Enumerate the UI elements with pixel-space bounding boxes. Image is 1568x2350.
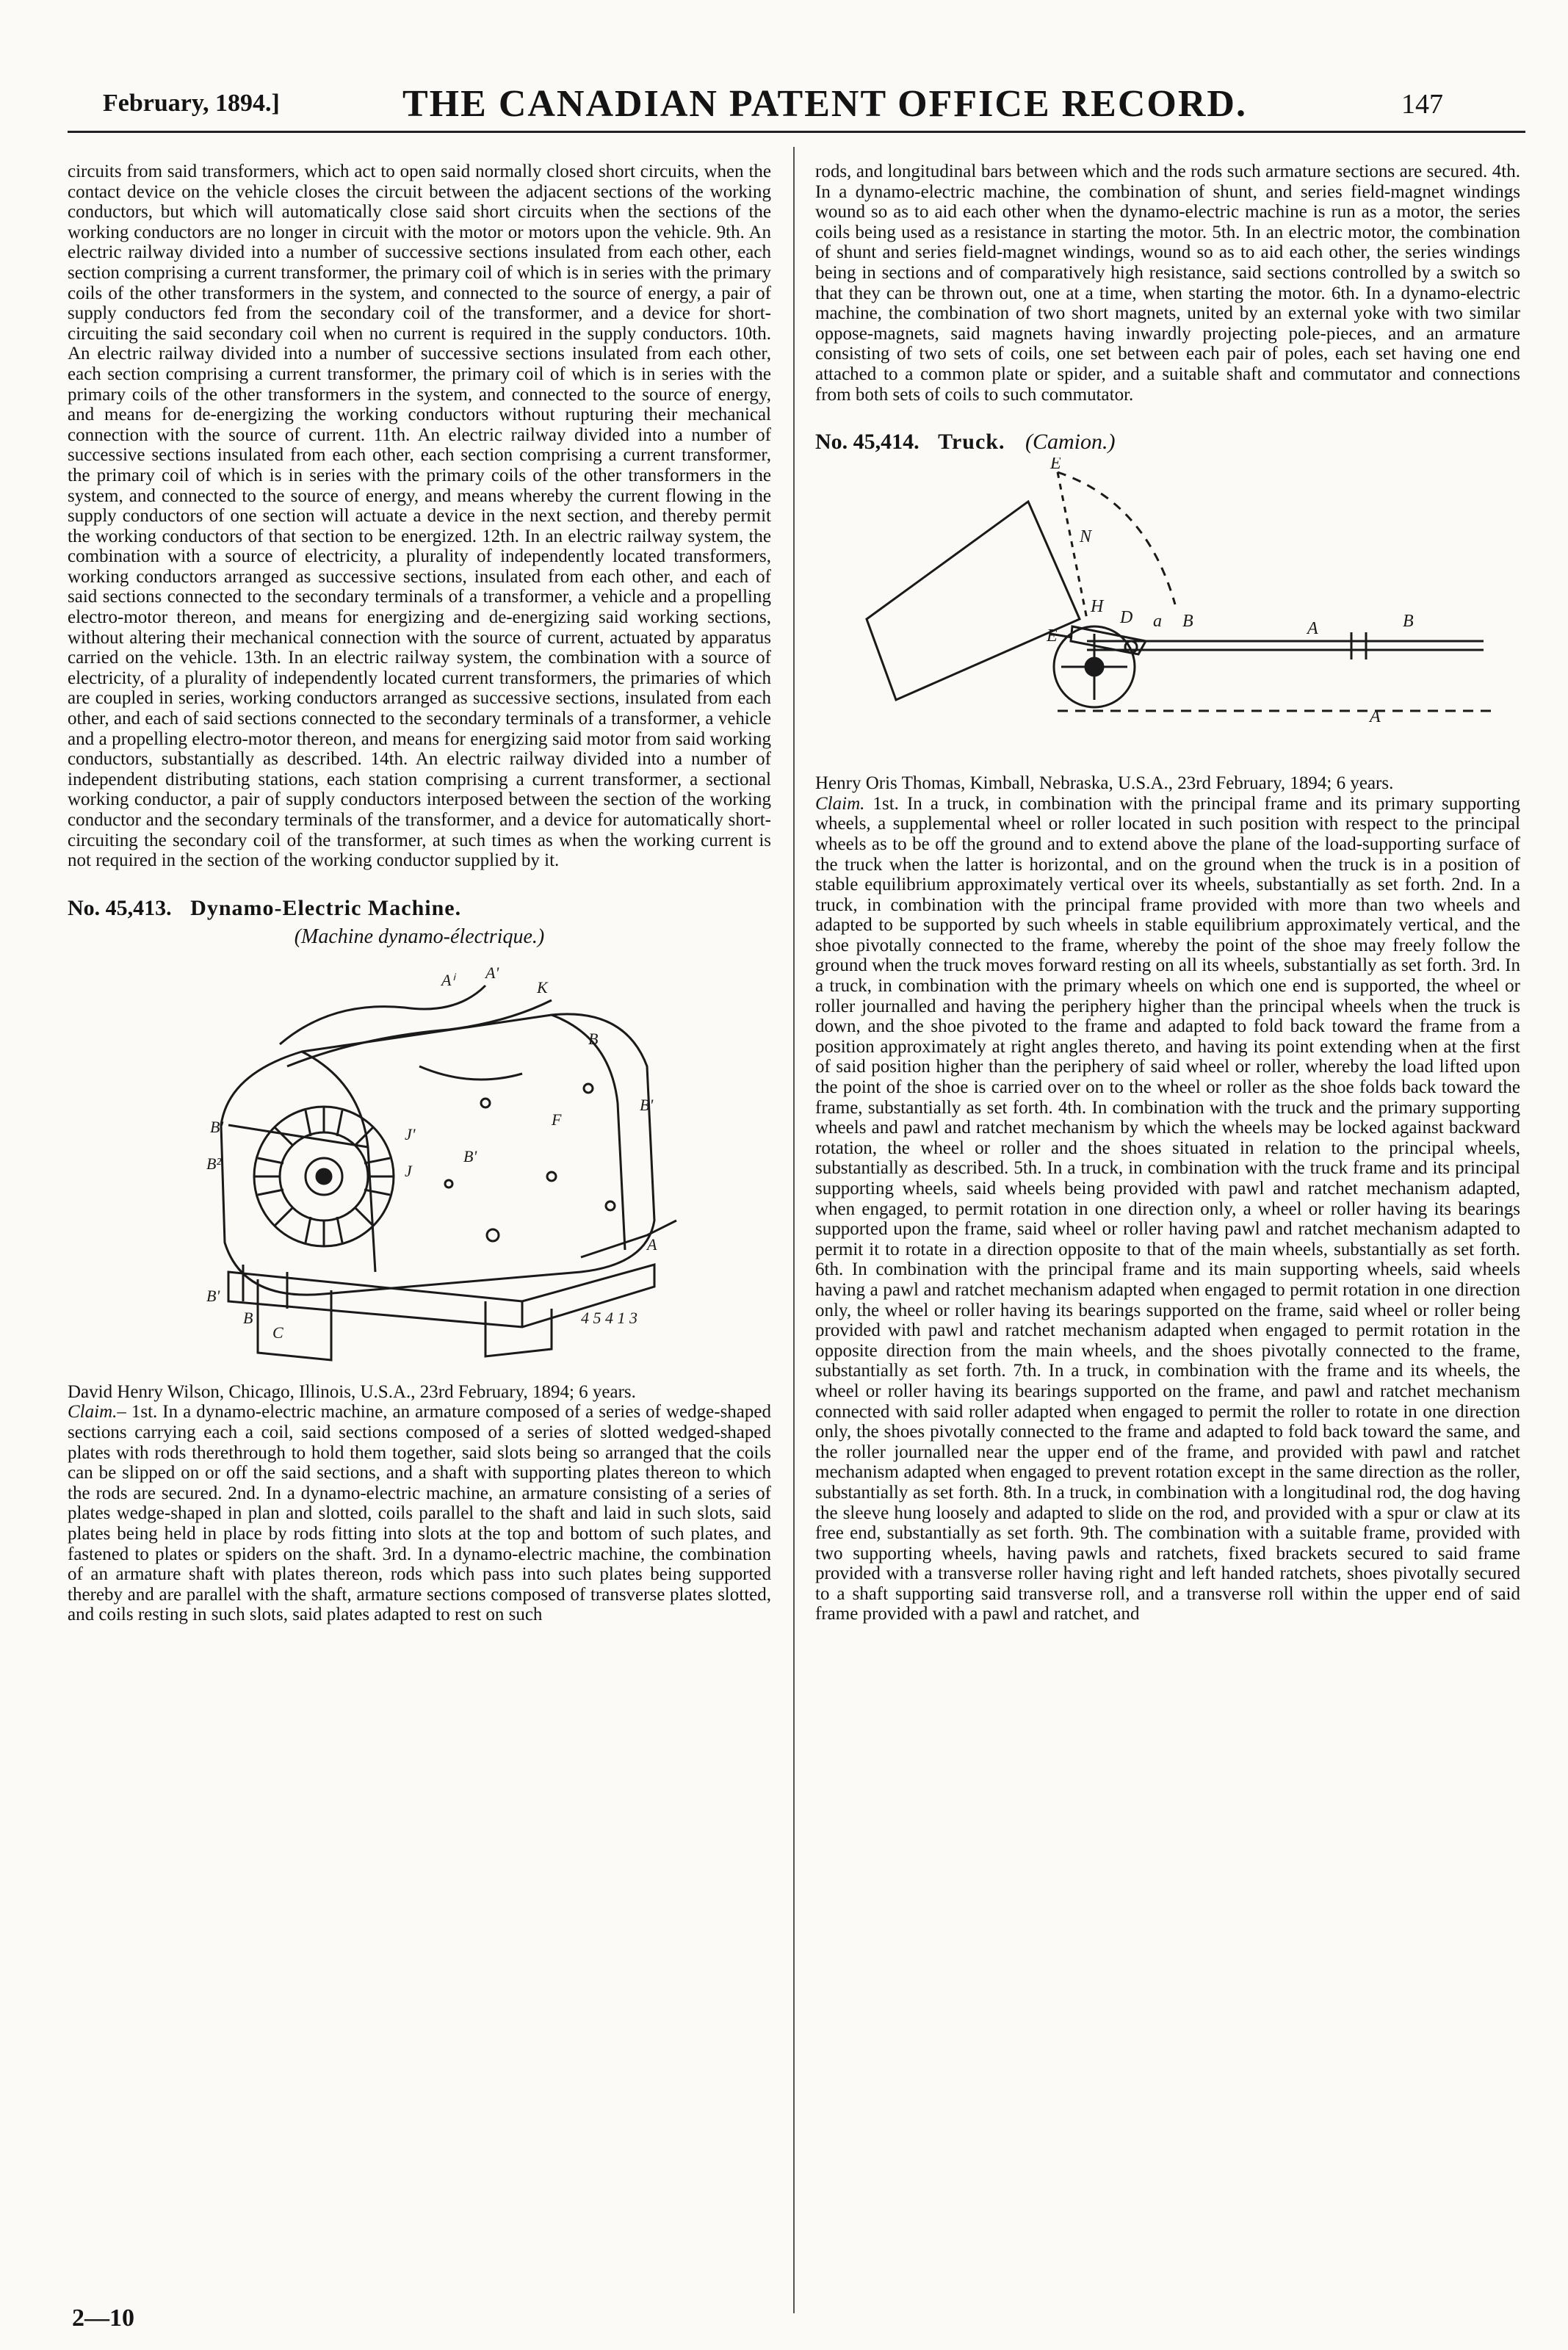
continued-claims-text: circuits from said transformers, which act to open said normally closed short circuits, when the contact device on the vehicle closes the circuit between the adjacent sections of the working conductors, but which will automatically close said short circuits when the sections of the working conductors are no longer in circuit with the motor or motors upon the vehicle. 9th. An electric railway divided into a number of successive sections insulated from each other, each section comprising a current transformer, the primary coil of which is in series with the primary coils of the other transformers in the system, and connected to the source of energy, a pair of supply conductors fed from the secondary coil of the transformer, and a device for short-circuiting the said secondary coil when no current is required in the supply conductors. 10th. An electric railway divided into a number of successive sections insulated from each other, each section comprising a current transformer, the primary coil of which is in series with the primary coils of the other transformers in the system, and connected to the source of energy, and means for de-energizing the working conductors without rupturing their mechanical connection with the source of current. 11th. An electric railway divided into a number of successive sections insulated from each other, each section comprising a current transformer, the primary coil of which is in series with the primary coils of the other transformers in the system, and connected to the source of energy, and means whereby the current flowing in the supply conductors of one section will actuate a device in the next section, and thereby permit the working conductors of that section to be energized. 12th. In an electric railway system, the combination with a source of electricity, a plurality of independently located transformers, working conductors arranged as successive sections, insulated from each other, and each of said sections connected to the secondary terminals of a transformer, a vehicle and a propelling electro-motor thereon, and means for energizing and de-energizing said working sections, without altering their mechanical connection with the source of current, actuated by apparatus carried on the vehicle. 13th. In an electric railway system, the combination with a source of electricity, of a plurality of independently located current transformers, the primaries of which are coupled in series, working conductors arranged as successive sections, insulated from each other, and each of said sections connected to the secondary terminals of a transformer, a vehicle and a propelling electro-motor thereon, and means for energizing said motor from said working conductors, substantially as described. 14th. An electric railway divided into a number of independent distributing stations, each station comprising a current transformer, a sectional working conductor, a pair of supply conductors interposed between the section of the working conductor and the secondary terminals of the transformer, and a device for automatically short-circuiting the secondary coil of the transformer, at such times as when the working current is not required in the section of the working conductor supplied by it.: [68, 162, 771, 871]
claim-label-truck: Claim.: [815, 793, 865, 814]
dynamo-machine-figure: [140, 956, 698, 1375]
patent-entry-heading-truck: [815, 430, 1520, 455]
svg-text:A: A: [1370, 707, 1381, 727]
svg-text:J: J: [405, 1161, 412, 1180]
svg-text:D: D: [1120, 608, 1133, 628]
page-number: 147: [1401, 89, 1443, 120]
right-column: [815, 162, 1520, 1624]
patent-french-title-truck: (Camion.): [1025, 430, 1116, 455]
svg-text:E: E: [1047, 626, 1058, 646]
svg-text:J': J': [405, 1124, 416, 1143]
left-column: [68, 162, 771, 1625]
svg-text:A: A: [647, 1234, 657, 1254]
svg-text:A: A: [1307, 619, 1318, 639]
svg-text:B: B: [1403, 612, 1414, 632]
svg-text:E: E: [1050, 458, 1061, 474]
continued-claims-text-right: rods, and longitudinal bars between which and the rods such armature sections are secured. 4th. In a dynamo-electric machine, the combination of shunt, and series field-magnet windings wound so as to aid each other when the dynamo-electric machine is run as a motor, the series coils being used as a resistance in starting the motor. 5th. In an electric motor, the combination of shunt and series field-magnet windings, wound so as to aid each other, the series windings being in sections and of comparatively high resistance, said sections controlled by a switch so that they can be thrown out, one at a time, when starting the motor. 6th. In a dynamo-electric machine, the combination of two short magnets, united by an external yoke with two similar oppose-magnets, said magnets having inwardly projecting pole-pieces, and an armature consisting of two sets of coils, one set between each pair of poles, each set having one end attached to a common plate or spider, and a suitable shaft and commutator and connections from both sets of coils to such commutator.: [815, 162, 1520, 405]
svg-text:H: H: [1091, 597, 1104, 617]
claim-text: – 1st. In a dynamo-electric machine, an armature composed of a series of wedge-shaped sections carrying each a coil, said sections composed of a series of slotted wedged-shaped plates with rods therethrough to hold them together, said slots being so arranged that the coils can be slipped on or off the said sections, and a shaft with supporting plates thereon to which the rods are secured. 2nd. In a dynamo-electric machine, an armature consisting of a series of plates wedge-shaped in plan and slotted, coils parallel to the shaft and laid in such slots, said plates being held in place by rods fitting into slots at the top and bottom of such plates, and fastened to plates or spiders on the shaft. 3rd. In a dynamo-electric machine, the combination of an armature shaft with plates thereon, rods which pass into such plates being supported thereby and are parallel with the shaft, armature sections composed of transverse plates slotted, and coils resting in such slots, said plates adapted to rest on such: [68, 1402, 771, 1625]
patent-number-truck: No. 45,414.: [815, 430, 920, 455]
svg-text:B': B': [463, 1146, 477, 1165]
claim-text-truck: 1st. In a truck, in combination with the principal frame and its primary supporting wheels, a supplemental wheel or roller located in such position with respect to the principal wheels as to be off the ground and to extend above the plane of the load-supporting surface of the truck when the latter is horizontal, and on the ground when the truck is in a position of stable equilibrium approximately vertical over its wheels, substantially as set forth. 2nd. In a truck, in combination with the principal frame provided with more than two wheels and adapted to be supported by such wheels in stable equilibrium approximately vertical, and the shoe pivotally connected to the frame, whereby the point of the shoe may freely follow the ground when the truck moves forward resting on all its wheels, substantially as set forth. 3rd. In a truck, in combination with the primary wheels on which one end is supported, the wheel or roller journalled and having the periphery higher than the principal wheels when the truck is down, and the shoe pivoted to the frame and adapted to fold back toward the frame from a position approximately at right angles thereto, and having its point extending when at the first of said position higher than the periphery of said wheel or roller, whereby the load lifted upon the point of the shoe is carried over on to the wheel or roller as the shoe folds back toward the frame, substantially as set forth. 4th. In combination with the truck and the primary supporting wheels and pawl and ratchet mechanism by which the wheels may be locked against backward rotation, the wheel or roller and the shoes situated in relation to the principal wheels, substantially as described. 5th. In a truck, in combination with the truck frame and its principal supporting wheels, said wheels being provided with pawl and ratchet mechanism adapted, when engaged, to permit rotation in one direction only, a wheel or roller having its bearings supported upon the frame, said wheel or roller having pawl and ratchet mechanism adapted to permit it to rotate in a direction opposite to that of the main wheels, substantially as set forth. 6th. In combination with the principal frame and its main supporting wheels, said wheels having a pawl and ratchet mechanism adapted when engaged to permit rotation in one direction only, the wheel or roller having its bearings supported on the frame, said wheel or roller being provided with pawl and ratchet mechanism adapted when engaged to permit rotation in the opposite direction from the main wheels, and the shoes pivotally connected to the frame, substantially as set forth. 7th. In a truck, in combination with the frame and its wheels, the wheel or roller having its bearings supported on the frame, and pawl and ratchet mechanism connected with said roller adapted when engaged to permit the roller to rotate in one direction only, the shoes pivotally connected to the frame and adapted to fold back toward the same, and the roller journalled near the upper end of the frame, and provided with pawl and ratchet mechanism adapted when engaged to prevent rotation except in the same direction as the roller, substantially as set forth. 8th. In a truck, in combination with a longitudinal rod, the dog having the sleeve hung loosely and adapted to slide on the rod, and provided with a spur or claw at its free end, substantially as set forth. 9th. The combination with a suitable frame, provided with two supporting wheels, having pawls and ratchets, fixed brackets secured to said frame provided with a transverse roller having right and left handed ratchets, shoes pivotally secured to a shaft supporting said transverse roll, and a transverse roll within the upper end of said frame provided with a pawl and ratchet, and: [815, 793, 1520, 1624]
svg-text:B': B': [210, 1117, 224, 1136]
patent-title-truck: Truck.: [938, 430, 1005, 455]
svg-text:B': B': [206, 1286, 220, 1305]
patent-title: Dynamo-Electric Machine.: [190, 895, 462, 920]
column-divider: [793, 147, 795, 2313]
svg-text:K: K: [537, 977, 548, 997]
svg-text:A': A': [485, 963, 499, 982]
svg-text:Aⁱ: Aⁱ: [441, 970, 455, 989]
svg-text:4 5 4 1 3: 4 5 4 1 3: [581, 1308, 637, 1327]
svg-text:B': B': [640, 1095, 654, 1114]
patent-inventor-truck: Henry Oris Thomas, Kimball, Nebraska, U.S.A., 23rd February, 1894; 6 years.: [815, 773, 1394, 794]
page-header: [0, 0, 1568, 125]
svg-text:B: B: [243, 1308, 253, 1327]
truck-figure: [837, 458, 1498, 766]
svg-text:N: N: [1080, 527, 1092, 547]
svg-text:B: B: [588, 1029, 599, 1048]
svg-text:B²: B²: [206, 1154, 222, 1173]
signature-mark: 2—10: [72, 2304, 134, 2332]
svg-text:F: F: [552, 1110, 562, 1129]
patent-claims: [68, 1402, 771, 1625]
journal-title: THE CANADIAN PATENT OFFICE RECORD.: [402, 83, 1247, 125]
patent-claims-truck: [815, 794, 1520, 1624]
header-rule: [68, 131, 1525, 133]
patent-french-title: (Machine dynamo-électrique.): [294, 925, 545, 948]
svg-text:B: B: [1182, 612, 1193, 632]
patent-inventor: David Henry Wilson, Chicago, Illinois, U.S.A., 23rd February, 1894; 6 years.: [68, 1381, 636, 1402]
patent-entry-heading: [68, 896, 771, 921]
patent-number: No. 45,413.: [68, 895, 172, 920]
svg-text:a: a: [1153, 612, 1162, 632]
svg-text:C: C: [272, 1323, 283, 1342]
claim-label: Claim.: [68, 1402, 118, 1422]
issue-date: February, 1894.]: [103, 90, 280, 117]
